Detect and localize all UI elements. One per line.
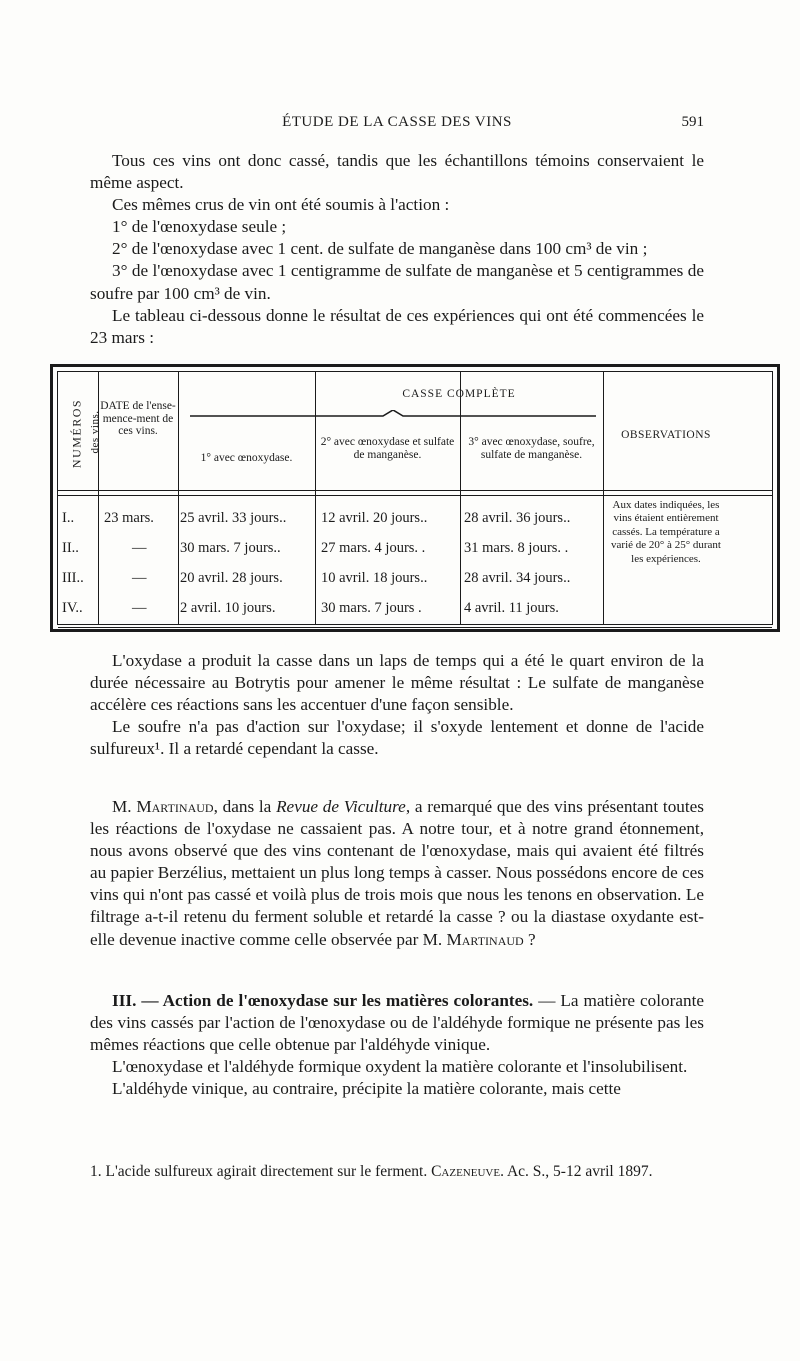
paragraph: Ces mêmes crus de vin ont été soumis à l'action : — [112, 195, 450, 215]
header-observations: OBSERVATIONS — [621, 429, 711, 441]
paragraph: III. — Action de l'œnoxydase sur les matières colorantes. — La matière colorante des vins cassés par l'action de l'œnoxydase ou de l'aldéhyde formique ne présente pas les mêmes réactions que celle obtenue par l'aldéhyde vinique. — [90, 991, 704, 1055]
paragraph: L'oxydase a produit la casse dans un laps de temps qui a été le quart environ de la durée nécessaire au Botrytis pour amener le même résultat : Le sulfate de manganèse accélère ces réactions sans les accentuer d'une façon sensible. — [90, 651, 704, 715]
row-col2: 12 avril. 20 jours.. — [321, 510, 428, 526]
header-col2: 2° avec œnoxydase et sulfate de manganèse. — [320, 436, 455, 461]
observations-cell: Aux dates indiquées, les vins étaient entièrement cassés. La température a varié de 20° à 25° durant les expériences. — [611, 499, 721, 565]
brace — [188, 410, 598, 422]
paragraph: Le soufre n'a pas d'action sur l'oxydase; il s'oxyde lentement et donne de l'acide sulfureux¹. Il a retardé cependant la casse. — [90, 717, 704, 759]
header-casse: CASSE COMPLÈTE — [402, 388, 516, 400]
list-item: 3° de l'œnoxydase avec 1 centigramme de sulfate de manganèse et 5 centigrammes de soufre par 100 cm³ de vin. — [90, 261, 704, 303]
results-table — [50, 364, 780, 632]
row-col2: 30 mars. 7 jours . — [321, 600, 422, 616]
row-col2: 10 avril. 18 jours.. — [321, 570, 428, 586]
row-num: I.. — [62, 510, 75, 526]
paragraph: M. Martinaud, dans la Revue de Viculture, a remarqué que des vins présentant toutes les réactions de l'oxydase ne cassaient pas. A notre tour, et à notre grand étonnement, nous avons observé que des vins contenant de l'œnoxydase, mais qui avaient été filtrés au papier Berzélius, mettaient un plus long temps à casser. Nous possédons encore de ces vins qui n'ont pas cassé et voilà plus de trois mois que nous les tenons en observation. Le filtrage a-t-il retenu du ferment soluble et retardé la casse ? ou la diastase oxydante est-elle devenue inactive comme celle observée par M. Martinaud ? — [90, 797, 704, 949]
paragraph: Le tableau ci-dessous donne le résultat de ces expériences qui ont été commencées le 23 mars : — [90, 305, 704, 347]
row-date: — — [132, 570, 147, 586]
body-text — [90, 796, 704, 951]
author-name: Martinaud — [446, 929, 524, 949]
row-col2: 27 mars. 4 jours. . — [321, 540, 426, 556]
header-numeros: NUMÉROS — [69, 398, 84, 469]
row-date: — — [132, 600, 147, 616]
paragraph: Tous ces vins ont donc cassé, tandis que les échantillons témoins conservaient le même aspect. — [90, 151, 704, 193]
list-item: 1° de l'œnoxydase seule ; — [112, 217, 287, 237]
footnote-author: Cazeneuve — [431, 1163, 501, 1180]
row-col1: 25 avril. 33 jours.. — [180, 510, 287, 526]
row-col3: 28 avril. 34 jours.. — [464, 570, 571, 586]
running-head: ÉTUDE DE LA CASSE DES VINS — [282, 114, 512, 130]
row-num: IV.. — [62, 600, 83, 616]
list-item: 2° de l'œnoxydase avec 1 cent. de sulfate de manganèse dans 100 cm³ de vin ; — [112, 239, 648, 259]
intro-text — [90, 150, 704, 349]
footnote: 1. L'acide sulfureux agirait directement sur le ferment. Cazeneuve. Ac. S., 5-12 avril 1897. — [90, 1163, 653, 1180]
section-text — [90, 990, 704, 1100]
header-col3: 3° avec œnoxydase, soufre, sulfate de manganèse. — [468, 436, 595, 461]
author-name: Martinaud — [136, 797, 214, 816]
row-col3: 4 avril. 11 jours. — [464, 600, 559, 616]
row-num: II.. — [62, 540, 79, 556]
journal-title: Revue de Viculture — [276, 797, 406, 816]
section-heading: III. — Action de l'œnoxydase sur les matières colorantes. — [112, 991, 534, 1010]
row-col3: 31 mars. 8 jours. . — [464, 540, 569, 556]
page-header — [90, 114, 704, 138]
page-number: 591 — [681, 114, 704, 130]
row-date: — — [132, 540, 147, 556]
header-date: DATE de l'ense-mence-ment de ces vins. — [100, 400, 176, 437]
row-col3: 28 avril. 36 jours.. — [464, 510, 571, 526]
body-text — [90, 650, 704, 760]
row-col1: 2 avril. 10 jours. — [180, 600, 276, 616]
paragraph: L'œnoxydase et l'aldéhyde formique oxydent la matière colorante et l'insolubilisent. — [112, 1057, 688, 1077]
row-col1: 30 mars. 7 jours.. — [180, 540, 281, 556]
row-col1: 20 avril. 28 jours. — [180, 570, 283, 586]
header-numeros-sub: des vins. — [89, 410, 101, 454]
row-date: 23 mars. — [104, 510, 154, 526]
row-num: III.. — [62, 570, 84, 586]
header-col1: 1° avec œnoxydase. — [200, 452, 293, 464]
paragraph: L'aldéhyde vinique, au contraire, précipite la matière colorante, mais cette — [112, 1079, 621, 1099]
